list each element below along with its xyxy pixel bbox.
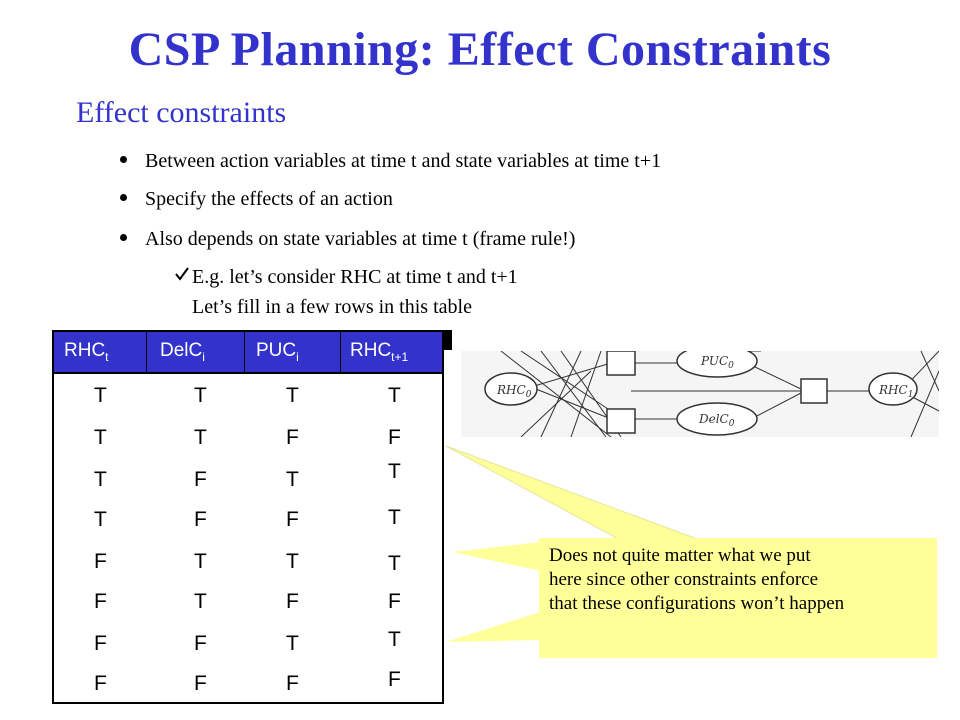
table-cell: F xyxy=(286,508,299,531)
table-cell: T xyxy=(388,460,401,483)
table-cell: F xyxy=(286,590,299,613)
table-cell: F xyxy=(388,426,401,449)
callout-line: here since other constraints enforce xyxy=(549,569,819,590)
callout-note xyxy=(539,538,937,658)
table-cell: T xyxy=(388,506,401,529)
table-cell: F xyxy=(194,508,207,531)
node-sub: 1 xyxy=(907,390,914,400)
callout-line: Does not quite matter what we put xyxy=(549,545,811,566)
table-cell: F xyxy=(94,590,107,613)
node-sub: 0 xyxy=(728,419,735,429)
table-cell: T xyxy=(388,628,401,651)
table-cell: F xyxy=(388,668,401,691)
node-sub: 0 xyxy=(525,390,532,400)
bullet-text: Between action variables at time t and state variables at time t+1 xyxy=(145,150,662,172)
table-cell: T xyxy=(286,550,299,573)
slide-subtitle: Effect constraints xyxy=(76,96,287,129)
check-subline: Let’s fill in a few rows in this table xyxy=(192,296,472,318)
node-label: PUC xyxy=(701,354,729,368)
table-cell: T xyxy=(94,508,107,531)
table-cell: T xyxy=(194,590,207,613)
check-item-text: E.g. let’s consider RHC at time t and t+1 xyxy=(192,266,518,288)
bullet-text: Specify the effects of an action xyxy=(145,188,393,210)
table-cell: F xyxy=(194,468,207,491)
table-cell: T xyxy=(194,384,207,407)
table-cell: F xyxy=(94,672,107,695)
header-cell: $RHC_t$ xyxy=(64,340,109,364)
node-label: DelC xyxy=(699,412,729,426)
table-cell: T xyxy=(194,426,207,449)
callout-line: that these configurations won’t happen xyxy=(549,593,845,614)
slide-title: CSP Planning: Effect Constraints xyxy=(128,23,832,76)
table-cell: T xyxy=(286,632,299,655)
node-label: RHC xyxy=(497,383,526,397)
table-cell: F xyxy=(194,672,207,695)
table-cell: T xyxy=(286,468,299,491)
table-cell: F xyxy=(194,632,207,655)
table-cell: T xyxy=(94,384,107,407)
table-cell: F xyxy=(286,672,299,695)
table-cell: T xyxy=(94,468,107,491)
table-cell: T xyxy=(94,426,107,449)
table-cell: F xyxy=(94,550,107,573)
table-cell: T xyxy=(388,552,401,575)
table-cell: T xyxy=(388,384,401,407)
bullet-text: Also depends on state variables at time t (frame rule!) xyxy=(145,228,576,250)
node-sub: 0 xyxy=(728,361,734,371)
table-cell: F xyxy=(388,590,401,613)
header-cell: DelC$_i$ xyxy=(160,340,205,364)
table-cell: T xyxy=(286,384,299,407)
table-cell: T xyxy=(194,550,207,573)
table-cell: F xyxy=(94,632,107,655)
node-label: RHC xyxy=(879,383,908,397)
header-cell: $PUC_i$ xyxy=(256,340,299,364)
table-cell: F xyxy=(286,426,299,449)
header-cell: $RHC_{t+1}$ xyxy=(350,340,409,364)
